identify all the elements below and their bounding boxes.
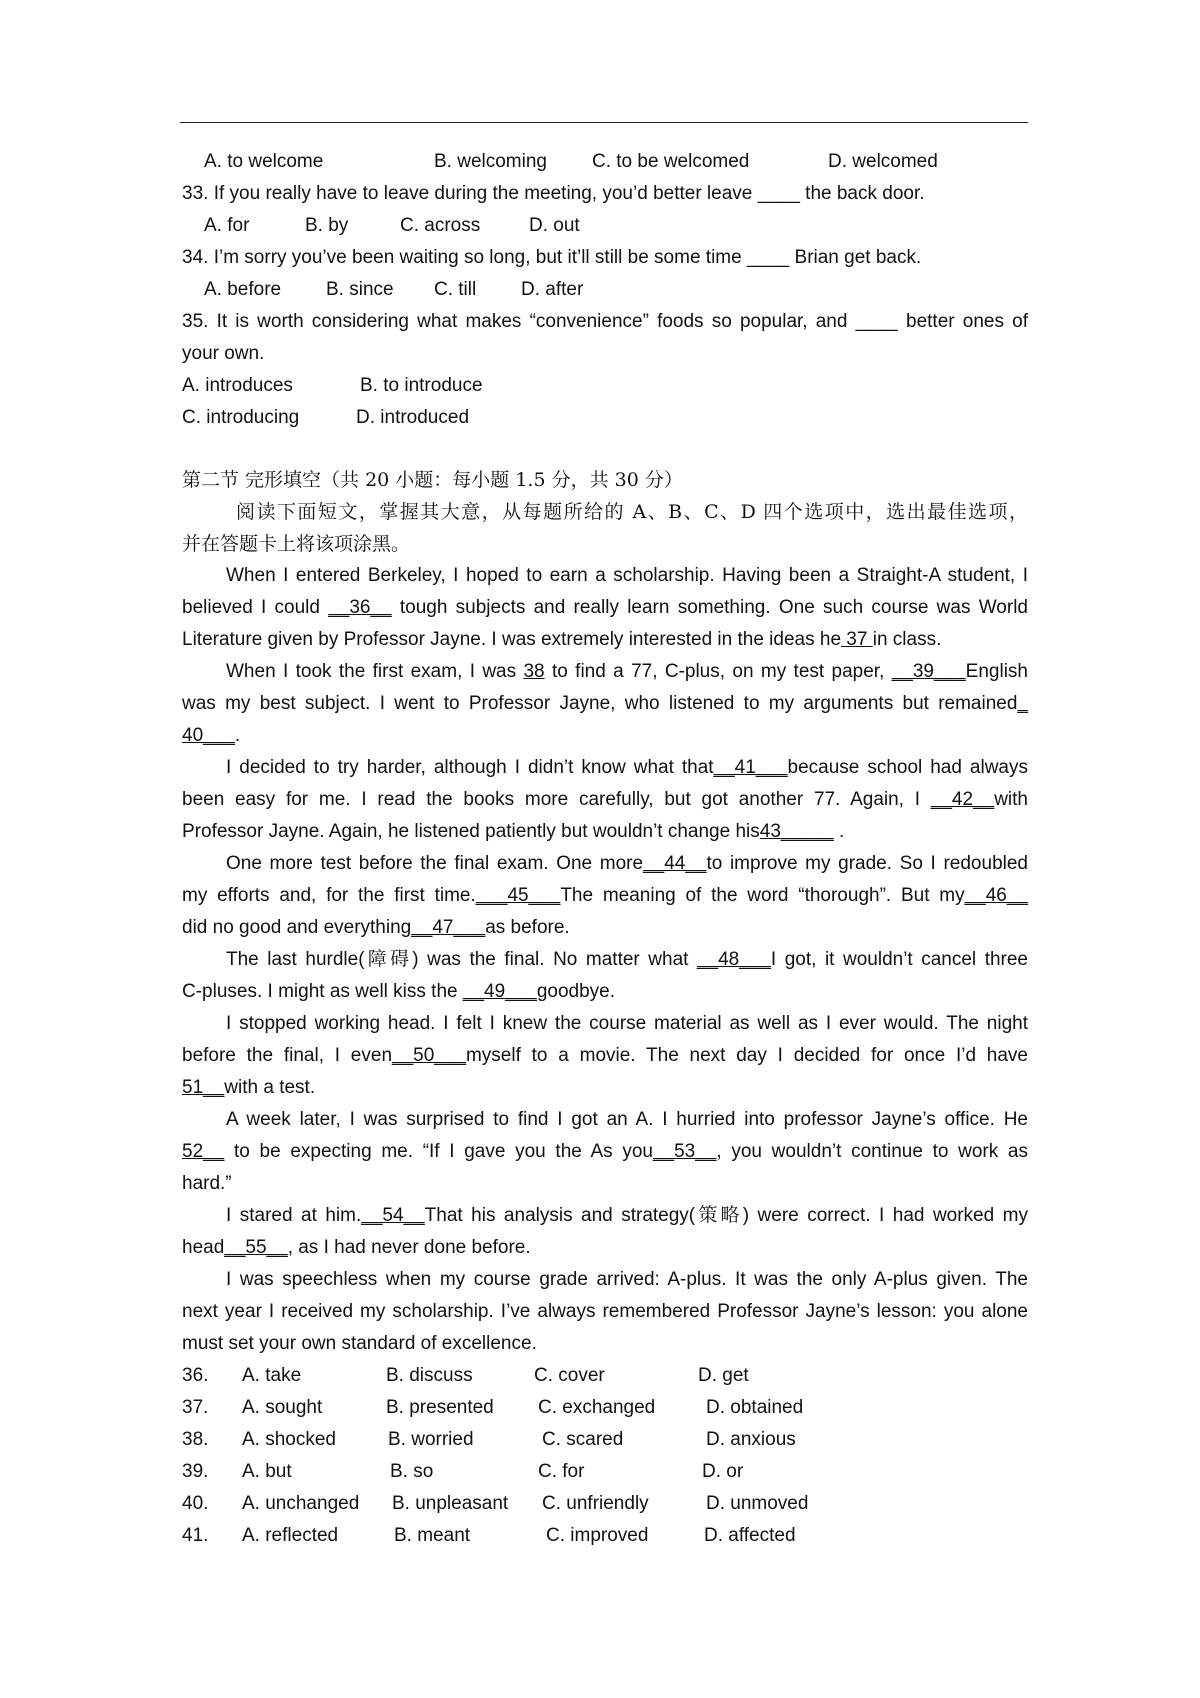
passage-p5-line2: C-pluses. I might as well kiss the __49___goodbye. [182,981,616,1002]
answer-option-a: A. sought [242,1397,323,1418]
passage-p7-line2: 52__ to be expecting me. “If I gave you the As you__53__, you wouldn’t continue to work as [182,1141,1028,1162]
q35-option-d: D. introduced [356,407,470,428]
answer-row-number: 40. [182,1493,209,1514]
passage-p7-line1: A week later, I was surprised to find I got an A. I hurried into professor Jayne’s office. He [226,1109,1028,1130]
blank-45: ___45___ [475,885,561,906]
blank-46: __46__ [964,885,1028,906]
passage-p2-line2: was my best subject. I went to Professor Jayne, who listened to my arguments but remained_ [182,693,1028,714]
passage-p7-line3: hard.” [182,1173,232,1194]
answer-option-d: D. get [698,1365,749,1386]
section2-title: 第二节 完形填空（共 20 小题：每小题 1.5 分，共 30 分） [182,469,683,491]
blank-42: __42__ [930,789,995,810]
passage-p6-line3: 51__with a test. [182,1077,316,1098]
q34-option-b: B. since [326,279,394,300]
q35-stem-line2: your own. [182,343,265,364]
blank-40: 40___ [182,725,235,746]
q35-option-b: B. to introduce [360,375,483,396]
q34-option-c: C. till [434,279,477,300]
answer-option-d: D. affected [704,1525,796,1546]
answer-option-c: C. unfriendly [542,1493,649,1514]
blank-41: __41___ [713,757,788,778]
section2-instruction-line1: 阅读下面短文，掌握其大意，从每题所给的 A、B、C、D 四个选项中，选出最佳选项， [236,501,1028,523]
answer-option-a: A. but [242,1461,292,1482]
header-rule [180,122,1028,123]
passage-p3-line2: been easy for me. I read the books more carefully, but got another 77. Again, I __42__with [182,789,1028,810]
blank-43: 43_____ [759,821,834,842]
answer-option-d: D. anxious [706,1429,796,1450]
answer-row-number: 38. [182,1429,209,1450]
passage-p8-line1: I stared at him.__54__That his analysis and strategy(策略) were correct. I had worked my [226,1205,1028,1226]
answer-option-a: A. shocked [242,1429,336,1450]
passage-p6-line2: before the final, I even__50___myself to a movie. The next day I decided for once I’d have [182,1045,1028,1066]
answer-option-c: C. scared [542,1429,624,1450]
answer-option-b: B. meant [394,1525,471,1546]
q35-stem-line1: 35. It is worth considering what makes “convenience” foods so popular, and ____ better ones of [182,311,1028,332]
passage-p4-line1: One more test before the final exam. One more__44__to improve my grade. So I redoubled [226,853,1028,874]
blank-52: 52__ [182,1141,225,1162]
passage-p3-line1: I decided to try harder, although I didn’t know what that__41___because school had always [226,757,1028,778]
blank-37: 37 [841,629,873,650]
blank-53: __53__ [652,1141,717,1162]
blank-48: __48___ [696,949,771,970]
q34-option-a: A. before [204,279,282,300]
blank-36: __36__ [328,597,392,618]
passage-p6-line1: I stopped working head. I felt I knew the course material as well as I ever would. The night [226,1013,1028,1034]
q32-option-a: A. to welcome [204,151,324,172]
blank-51: 51__ [182,1077,225,1098]
blank-50: __50___ [392,1045,466,1066]
q32-option-b: B. welcoming [434,151,547,172]
q33-option-a: A. for [204,215,250,236]
passage-p9-line2: next year I received my scholarship. I’ve always remembered Professor Jayne’s lesson: you alone [182,1301,1028,1322]
answer-option-b: B. presented [386,1397,494,1418]
answer-option-c: C. exchanged [538,1397,656,1418]
blank-47: __47___ [411,917,486,938]
answer-option-b: B. unpleasant [392,1493,509,1514]
blank-44: __44__ [643,853,707,874]
answer-row-number: 36. [182,1365,209,1386]
passage-p4-line2: my efforts and, for the first time.___45___The meaning of the word “thorough”. But my__46__ [182,885,1028,906]
q33-option-c: C. across [400,215,481,236]
answer-option-c: C. improved [546,1525,649,1546]
passage-p1-line1: When I entered Berkeley, I hoped to earn a scholarship. Having been a Straight-A student, I [226,565,1028,586]
answer-row-number: 41. [182,1525,209,1546]
blank-54: __54__ [361,1205,425,1226]
answer-option-b: B. worried [388,1429,474,1450]
answer-option-d: D. or [702,1461,744,1482]
q35-option-c: C. introducing [182,407,300,428]
answer-option-d: D. unmoved [706,1493,809,1514]
q33-option-b: B. by [305,215,349,236]
q33-stem: 33. If you really have to leave during the meeting, you’d better leave ____ the back door. [182,183,925,204]
answer-option-a: A. take [242,1365,302,1386]
q34-stem: 34. I’m sorry you’ve been waiting so long, but it’ll still be some time ____ Brian get back. [182,247,922,268]
passage-p2-line1: When I took the first exam, I was 38 to find a 77, C-plus, on my test paper, __39___English [226,661,1028,682]
answer-option-c: C. for [538,1461,585,1482]
q32-option-d: D. welcomed [828,151,938,172]
passage-p5-line1: The last hurdle(障碍) was the final. No matter what __48___I got, it wouldn’t cancel three [226,949,1028,970]
blank-39: __39___ [891,661,966,682]
passage-p1-line3: Literature given by Professor Jayne. I was extremely interested in the ideas he 37 in class. [182,629,942,650]
q33-option-d: D. out [529,215,580,236]
passage-p8-line2: head__55__, as I had never done before. [182,1237,531,1258]
blank-55: __55__ [224,1237,288,1258]
q35-option-a: A. introduces [182,375,293,396]
blank-38: 38 [523,661,545,682]
answer-option-d: D. obtained [706,1397,804,1418]
q34-option-d: D. after [521,279,584,300]
answer-row-number: 39. [182,1461,209,1482]
answer-row-number: 37. [182,1397,209,1418]
passage-p9-line3: must set your own standard of excellence. [182,1333,537,1354]
q32-option-c: C. to be welcomed [592,151,750,172]
section2-instruction-line2: 并在答题卡上将该项涂黑。 [182,533,411,555]
answer-option-a: A. unchanged [242,1493,360,1514]
answer-option-c: C. cover [534,1365,605,1386]
blank-49: __49___ [462,981,537,1002]
passage-p3-line3: Professor Jayne. Again, he listened patiently but wouldn’t change his43_____ . [182,821,845,842]
passage-p9-line1: I was speechless when my course grade arrived: A-plus. It was the only A-plus given. The [226,1269,1028,1290]
answer-option-b: B. so [390,1461,434,1482]
passage-p4-line3: did no good and everything__47___as before. [182,917,570,938]
passage-p2-line3: 40___. [182,725,241,746]
answer-option-a: A. reflected [242,1525,339,1546]
passage-p1-line2: believed I could __36__ tough subjects and really learn something. One such course was World [182,597,1028,618]
answer-option-b: B. discuss [386,1365,473,1386]
